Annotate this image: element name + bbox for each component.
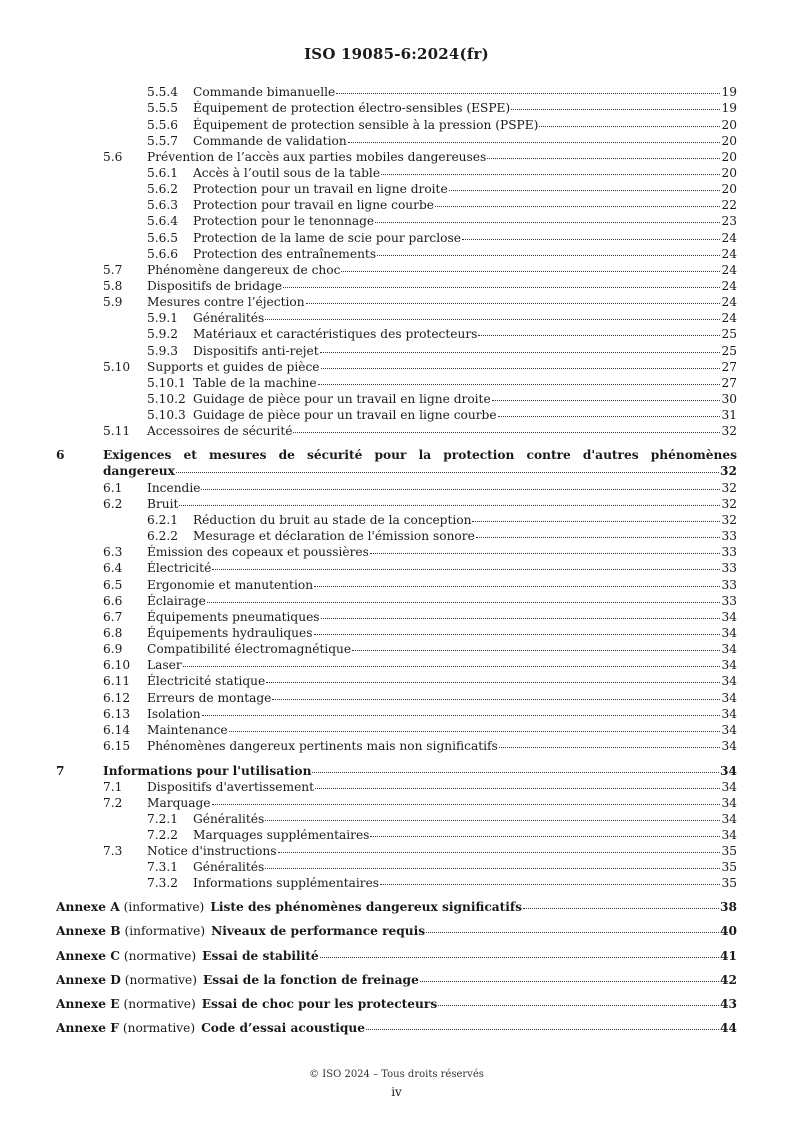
toc-title: Émission des copeaux et poussières (147, 545, 369, 559)
dot-leader (312, 772, 719, 773)
toc-number: 6.14 (103, 723, 131, 737)
toc-title: Table de la machine (193, 376, 317, 390)
dot-leader (380, 884, 720, 885)
toc-page: 33 (721, 529, 737, 543)
toc-page: 34 (721, 691, 737, 705)
annex-type: (normative) (123, 949, 197, 963)
dot-leader (266, 682, 720, 683)
toc-title: Matériaux et caractéristiques des protecteurs (193, 327, 478, 341)
toc-page: 27 (721, 360, 737, 374)
dot-leader (426, 932, 719, 933)
toc-page: 34 (721, 658, 737, 672)
toc-number: 6.13 (103, 707, 131, 721)
toc-entry-6-6[interactable] (0, 594, 793, 609)
dot-leader (183, 666, 720, 667)
toc-page: 27 (721, 376, 737, 390)
toc-number: 5.5.4 (147, 85, 179, 99)
toc-page: 20 (721, 118, 737, 132)
dot-leader (229, 731, 720, 732)
toc-page: 44 (720, 1021, 737, 1035)
toc-entry-6-title-line1[interactable]: Exigences et mesures de sécurité pour la protection contre d'autres phénomènes (103, 448, 737, 462)
toc-entry-5-10[interactable] (0, 360, 793, 375)
toc-title: Accessoires de sécurité (147, 424, 293, 438)
toc-entry-5-6-1[interactable] (0, 166, 793, 181)
dot-leader (511, 109, 720, 110)
toc-page: 42 (720, 973, 737, 987)
toc-number: 7 (56, 764, 65, 778)
toc-title: Protection de la lame de scie pour parclose (193, 231, 461, 245)
toc-entry-6-2[interactable] (0, 497, 793, 512)
dot-leader (462, 239, 720, 240)
dot-leader (321, 368, 720, 369)
toc-title: Électricité (147, 561, 212, 575)
toc-entry-6-7[interactable] (0, 610, 793, 625)
toc-page: 34 (721, 828, 737, 842)
toc-title: Maintenance (147, 723, 228, 737)
toc-title: Marquages supplémentaires (193, 828, 370, 842)
toc-page: 32 (721, 481, 737, 495)
toc-title: Généralités (193, 311, 265, 325)
toc-entry-6-5[interactable] (0, 578, 793, 593)
dot-leader (539, 126, 720, 127)
toc-entry-7-3-2[interactable] (0, 876, 793, 891)
dot-leader (435, 206, 720, 207)
dot-leader (370, 553, 720, 554)
toc-page: 24 (721, 231, 737, 245)
toc-entry-6-3[interactable] (0, 545, 793, 560)
toc-title: Équipement de protection électro-sensibles (ESPE) (193, 101, 511, 115)
toc-number: 6.11 (103, 674, 131, 688)
toc-title: Informations supplémentaires (193, 876, 380, 890)
toc-number: 7.3.2 (147, 876, 179, 890)
annex-label: Annexe A (56, 900, 120, 914)
toc-page: 33 (721, 594, 737, 608)
dot-leader (293, 432, 720, 433)
toc-number: 5.6.1 (147, 166, 179, 180)
toc-number: 6.9 (103, 642, 123, 656)
toc-number: 5.10.3 (147, 408, 186, 422)
dot-leader (370, 836, 720, 837)
toc-title: Généralités (193, 860, 265, 874)
dot-leader (272, 699, 720, 700)
toc-number: 5.5.6 (147, 118, 179, 132)
toc-entry-6-15[interactable] (0, 739, 793, 754)
toc-title: Mesurage et déclaration de l'émission sonore (193, 529, 475, 543)
toc-entry-5-6-3[interactable] (0, 198, 793, 213)
toc-title: Protection des entraînements (193, 247, 377, 261)
dot-leader (201, 489, 720, 490)
toc-entry-5-8[interactable] (0, 279, 793, 294)
toc-number: 7.2.2 (147, 828, 179, 842)
dot-leader (472, 521, 720, 522)
toc-entry-6-14[interactable] (0, 723, 793, 738)
toc-page: 32 (721, 424, 737, 438)
toc-entry-6-2-1[interactable] (0, 513, 793, 528)
toc-entry-5-9[interactable] (0, 295, 793, 310)
dot-leader (487, 158, 720, 159)
toc-title: Laser (147, 658, 182, 672)
dot-leader (265, 868, 720, 869)
toc-entry-6-10[interactable] (0, 658, 793, 673)
toc-number: 5.10.1 (147, 376, 186, 390)
toc-number: 5.6.2 (147, 182, 179, 196)
dot-leader (498, 416, 720, 417)
toc-page: 24 (721, 263, 737, 277)
toc-title: Guidage de pièce pour un travail en ligne courbe (193, 408, 497, 422)
toc-page: 34 (721, 674, 737, 688)
toc-entry-5-5-4[interactable] (0, 85, 793, 100)
toc-entry-6-9[interactable] (0, 642, 793, 657)
annex-title: Code d’essai acoustique (201, 1021, 366, 1035)
annex-title: Essai de stabilité (202, 949, 319, 963)
dot-leader (212, 804, 720, 805)
toc-page: 24 (721, 311, 737, 325)
toc-number: 6.10 (103, 658, 131, 672)
toc-page: 34 (721, 707, 737, 721)
toc-number: 5.6.6 (147, 247, 179, 261)
toc-number: 7.3 (103, 844, 123, 858)
toc-page: 33 (721, 561, 737, 575)
toc-page: 40 (720, 924, 737, 938)
toc-number: 5.6 (103, 150, 123, 164)
document-header: ISO 19085-6:2024(fr) (304, 45, 489, 63)
dot-leader (212, 569, 720, 570)
toc-number: 5.9.3 (147, 344, 179, 358)
toc-page: 31 (721, 408, 737, 422)
toc-page: 34 (721, 780, 737, 794)
toc-number: 6.2 (103, 497, 123, 511)
toc-number: 7.1 (103, 780, 123, 794)
dot-leader (478, 335, 720, 336)
toc-title: Compatibilité électromagnétique (147, 642, 352, 656)
toc-title: Prévention de l’accès aux parties mobiles dangereuses (147, 150, 487, 164)
toc-title: Équipements pneumatiques (147, 610, 320, 624)
toc-title: Phénomène dangereux de choc (147, 263, 341, 277)
toc-page: 20 (721, 134, 737, 148)
toc-number: 6.2.1 (147, 513, 179, 527)
toc-title: Informations pour l'utilisation (103, 764, 312, 778)
dot-leader (438, 1005, 719, 1006)
annex-title: Liste des phénomènes dangereux significatifs (210, 900, 523, 914)
toc-entry-7-3-1[interactable] (0, 860, 793, 875)
toc-title: Protection pour le tenonnage (193, 214, 375, 228)
toc-page: 38 (720, 900, 737, 914)
toc-number: 6 (56, 448, 65, 462)
toc-title: Éclairage (147, 594, 206, 608)
toc-entry-5-9-1[interactable] (0, 311, 793, 326)
dot-leader (375, 222, 720, 223)
toc-number: 5.11 (103, 424, 131, 438)
toc-page: 35 (721, 876, 737, 890)
toc-title: Commande bimanuelle (193, 85, 336, 99)
toc-number: 6.12 (103, 691, 131, 705)
toc-entry-annex-a[interactable] (0, 900, 793, 915)
annex-title: Essai de choc pour les protecteurs (201, 997, 438, 1011)
toc-page: 32 (721, 497, 737, 511)
toc-entry-7-3[interactable] (0, 844, 793, 859)
toc-number: 6.4 (103, 561, 123, 575)
toc-page: 24 (721, 247, 737, 261)
toc-title: Ergonomie et manutention (147, 578, 314, 592)
toc-entry-5-10-3[interactable] (0, 408, 793, 423)
toc-title: Protection pour un travail en ligne droite (193, 182, 448, 196)
toc-number: 7.2.1 (147, 812, 179, 826)
toc-title: Réduction du bruit au stade de la conception (193, 513, 472, 527)
toc-page: 34 (721, 610, 737, 624)
toc-entry-5-11[interactable] (0, 424, 793, 439)
toc-number: 5.9.1 (147, 311, 179, 325)
toc-entry-5-6-2[interactable] (0, 182, 793, 197)
toc-page: 34 (721, 626, 737, 640)
toc-page: 35 (721, 860, 737, 874)
toc-title: Notice d'instructions (147, 844, 277, 858)
toc-entry-5-5-7[interactable] (0, 134, 793, 149)
toc-page: 20 (721, 166, 737, 180)
dot-leader (420, 981, 719, 982)
toc-title: Accès à l’outil sous de la table (193, 166, 381, 180)
toc-entry-6-4[interactable] (0, 561, 793, 576)
dot-leader (492, 400, 720, 401)
toc-title: Dispositifs d'avertissement (147, 780, 315, 794)
toc-page: 43 (720, 997, 737, 1011)
toc-page: 34 (721, 642, 737, 656)
toc-page: 34 (720, 764, 737, 778)
toc-entry-annex-c[interactable] (0, 949, 793, 964)
annex-type: (normative) (124, 973, 198, 987)
dot-leader (314, 586, 720, 587)
toc-entry-5-6-5[interactable] (0, 231, 793, 246)
toc-page: 23 (721, 214, 737, 228)
dot-leader (306, 303, 720, 304)
dot-leader (336, 93, 720, 94)
dot-leader (320, 352, 720, 353)
dot-leader (202, 715, 720, 716)
toc-entry-6-13[interactable] (0, 707, 793, 722)
toc-page: 30 (721, 392, 737, 406)
toc-entry-annex-e[interactable] (0, 997, 793, 1012)
toc-title: Équipement de protection sensible à la pression (PSPE) (193, 118, 539, 132)
toc-entry-6-2-2[interactable] (0, 529, 793, 544)
toc-page: 34 (721, 812, 737, 826)
toc-title: dangereux (103, 464, 175, 478)
toc-entry-6-1[interactable] (0, 481, 793, 496)
toc-title: Marquage (147, 796, 211, 810)
toc-title: Équipements hydrauliques (147, 626, 313, 640)
toc-page: 33 (721, 578, 737, 592)
toc-entry-5-6-6[interactable] (0, 247, 793, 262)
toc-number: 5.6.3 (147, 198, 179, 212)
toc-entry-5-10-2[interactable] (0, 392, 793, 407)
toc-entry-5-10-1[interactable] (0, 376, 793, 391)
dot-leader (320, 957, 719, 958)
dot-leader (283, 287, 720, 288)
annex-type: (informative) (123, 900, 205, 914)
toc-page: 34 (721, 723, 737, 737)
dot-leader (278, 852, 721, 853)
annex-label: Annexe C (56, 949, 120, 963)
toc-page: 32 (721, 513, 737, 527)
toc-number: 5.6.5 (147, 231, 179, 245)
toc-page: 41 (720, 949, 737, 963)
toc-number: 5.7 (103, 263, 123, 277)
toc-page: 20 (721, 182, 737, 196)
toc-title: Supports et guides de pièce (147, 360, 320, 374)
toc-number: 5.5.5 (147, 101, 179, 115)
toc-number: 5.6.4 (147, 214, 179, 228)
toc-title: Protection pour travail en ligne courbe (193, 198, 434, 212)
toc-title: Dispositifs anti-rejet (193, 344, 319, 358)
toc-entry-7-2-1[interactable] (0, 812, 793, 827)
toc-page: 20 (721, 150, 737, 164)
dot-leader (265, 820, 720, 821)
dot-leader (207, 602, 720, 603)
annex-label: Annexe B (56, 924, 121, 938)
toc-entry-5-9-2[interactable] (0, 327, 793, 342)
dot-leader (377, 255, 720, 256)
toc-page: 34 (721, 739, 737, 753)
dot-leader (179, 505, 720, 506)
dot-leader (523, 908, 719, 909)
toc-page: 32 (720, 464, 737, 478)
toc-number: 6.8 (103, 626, 123, 640)
toc-entry-6[interactable] (0, 464, 793, 479)
annex-type: (normative) (123, 997, 196, 1011)
dot-leader (314, 634, 721, 635)
copyright-notice: © ISO 2024 – Tous droits réservés (309, 1069, 484, 1080)
toc-title: Généralités (193, 812, 265, 826)
toc-title: Isolation (147, 707, 201, 721)
toc-number: 6.7 (103, 610, 123, 624)
toc-title: Dispositifs de bridage (147, 279, 283, 293)
dot-leader (381, 174, 720, 175)
toc-number: 5.8 (103, 279, 123, 293)
toc-number: 7.3.1 (147, 860, 179, 874)
toc-page: 25 (721, 344, 737, 358)
dot-leader (341, 271, 720, 272)
dot-leader (499, 747, 720, 748)
toc-number: 5.10.2 (147, 392, 186, 406)
toc-entry-7-1[interactable] (0, 780, 793, 795)
toc-page: 24 (721, 279, 737, 293)
toc-entry-5-7[interactable] (0, 263, 793, 278)
toc-title: Bruit (147, 497, 179, 511)
dot-leader (348, 142, 720, 143)
toc-entry-annex-b[interactable] (0, 924, 793, 939)
toc-entry-5-9-3[interactable] (0, 344, 793, 359)
toc-number: 6.5 (103, 578, 123, 592)
toc-entry-7-2[interactable] (0, 796, 793, 811)
toc-page: 19 (721, 101, 737, 115)
toc-number: 5.9 (103, 295, 123, 309)
toc-entry-annex-f[interactable] (0, 1021, 793, 1036)
toc-title: Commande de validation (193, 134, 347, 148)
annex-type: (informative) (124, 924, 206, 938)
toc-number: 6.6 (103, 594, 123, 608)
toc-page: 35 (721, 844, 737, 858)
dot-leader (176, 472, 719, 473)
toc-entry-5-5-6[interactable] (0, 118, 793, 133)
annex-label: Annexe E (56, 997, 120, 1011)
toc-title: Erreurs de montage (147, 691, 272, 705)
toc-entry-7[interactable] (0, 764, 793, 779)
toc-number: 6.1 (103, 481, 123, 495)
dot-leader (476, 537, 720, 538)
toc-entry-6-11[interactable] (0, 674, 793, 689)
toc-number: 5.10 (103, 360, 131, 374)
dot-leader (321, 618, 720, 619)
toc-title: Phénomènes dangereux pertinents mais non significatifs (147, 739, 498, 753)
dot-leader (315, 788, 720, 789)
toc-title: Électricité statique (147, 674, 266, 688)
toc-title: Incendie (147, 481, 201, 495)
toc-page: 25 (721, 327, 737, 341)
toc-entry-5-6[interactable] (0, 150, 793, 165)
annex-title: Essai de la fonction de freinage (203, 973, 419, 987)
toc-page: 22 (721, 198, 737, 212)
toc-title: Mesures contre l’éjection (147, 295, 305, 309)
toc-title: Guidage de pièce pour un travail en ligne droite (193, 392, 491, 406)
toc-entry-5-5-5[interactable] (0, 101, 793, 116)
annex-label: Annexe F (56, 1021, 119, 1035)
annex-title: Niveaux de performance requis (211, 924, 426, 938)
toc-page: 34 (721, 796, 737, 810)
toc-entry-6-12[interactable] (0, 691, 793, 706)
toc-number: 5.5.7 (147, 134, 179, 148)
annex-type: (normative) (122, 1021, 196, 1035)
toc-number: 6.3 (103, 545, 123, 559)
dot-leader (318, 384, 720, 385)
toc-number: 6.2.2 (147, 529, 179, 543)
toc-number: 7.2 (103, 796, 123, 810)
dot-leader (366, 1029, 719, 1030)
toc-page: 19 (721, 85, 737, 99)
toc-page: 33 (721, 545, 737, 559)
toc-number: 5.9.2 (147, 327, 179, 341)
dot-leader (265, 319, 720, 320)
toc-entry-7-2-2[interactable] (0, 828, 793, 843)
toc-page: 24 (721, 295, 737, 309)
toc-entry-annex-d[interactable] (0, 973, 793, 988)
toc-entry-6-8[interactable] (0, 626, 793, 641)
annex-label: Annexe D (56, 973, 121, 987)
dot-leader (449, 190, 720, 191)
page-number: iv (391, 1085, 402, 1099)
dot-leader (352, 650, 720, 651)
toc-number: 6.15 (103, 739, 131, 753)
toc-entry-5-6-4[interactable] (0, 214, 793, 229)
